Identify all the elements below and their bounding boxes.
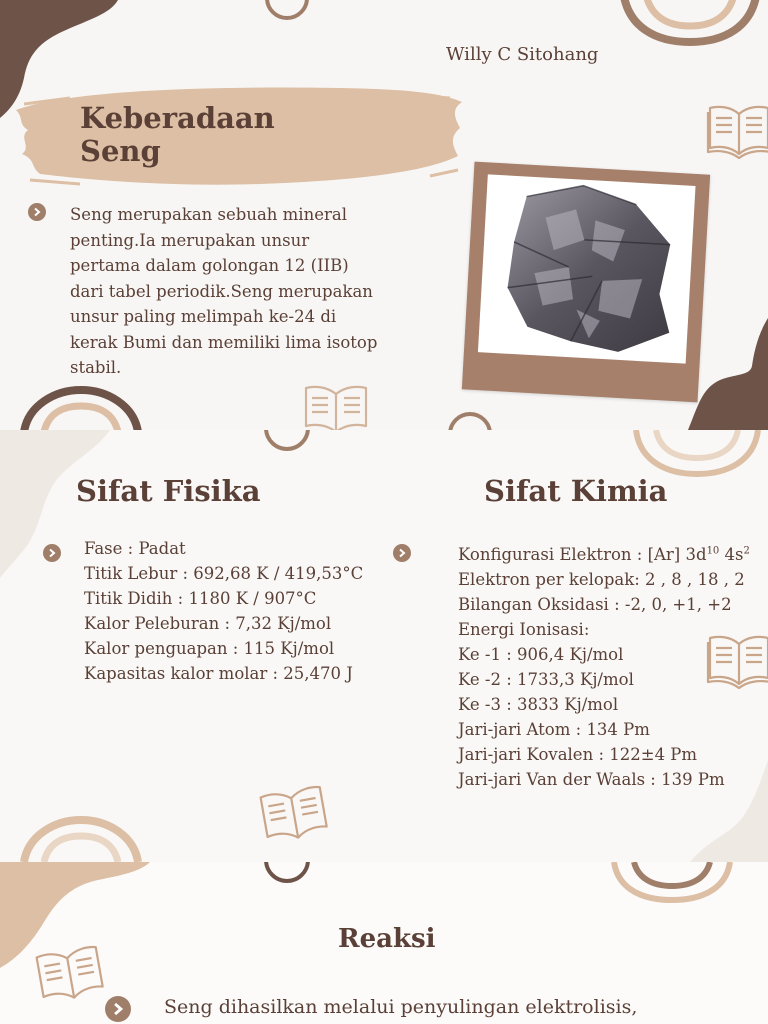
sifat-fisika-list (84, 536, 363, 686)
slide-sifat (0, 430, 768, 862)
bullet-icon (28, 203, 46, 221)
title-line-2: Seng (80, 134, 161, 168)
property-line: Elektron per kelopak: 2 , 8 , 18 , 2 (458, 570, 745, 589)
ring-icon (262, 430, 312, 456)
description-line: dari tabel periodik.Seng merupakan (70, 281, 373, 301)
property-line: Kapasitas kalor molar : 25,470 J (84, 664, 353, 683)
book-icon (706, 628, 768, 690)
book-icon (34, 942, 106, 1006)
property-line: Kalor Peleburan : 7,32 Kj/mol (84, 614, 332, 633)
bullet-icon (105, 996, 131, 1022)
book-icon (300, 380, 372, 430)
property-line: Ke -2 : 1733,3 Kj/mol (458, 670, 634, 689)
property-line: Ke -3 : 3833 Kj/mol (458, 695, 619, 714)
zinc-mineral-icon (478, 174, 696, 363)
property-line: Jari-jari Van der Waals : 139 Pm (458, 770, 725, 789)
ring-icon (262, 862, 312, 888)
property-line: Jari-jari Atom : 134 Pm (458, 720, 650, 739)
reaksi-text: Seng dihasilkan melalui penyulingan elektrolisis, (164, 996, 638, 1018)
reaksi-title: Reaksi (338, 924, 436, 954)
arch-icon (18, 814, 144, 862)
page-title (80, 102, 275, 168)
blob-shape (668, 318, 768, 430)
description-line: unsur paling melimpah ke-24 di (70, 307, 337, 326)
property-line: Kalor penguapan : 115 Kj/mol (84, 639, 335, 658)
description-text (70, 202, 377, 381)
config-text: Konfigurasi Elektron : [Ar] 3d (458, 545, 707, 564)
ring-icon (262, 0, 312, 24)
description-line: Seng merupakan sebuah mineral (70, 205, 347, 224)
property-line: Ke -1 : 906,4 Kj/mol (458, 645, 624, 664)
bullet-icon (393, 544, 411, 562)
sifat-fisika-title: Sifat Fisika (76, 474, 261, 508)
config-superscript: 10 (706, 545, 720, 557)
arch-icon (615, 0, 765, 48)
electron-config-line (458, 542, 750, 567)
description-line: pertama dalam golongan 12 (IIB) (70, 256, 349, 275)
slide-keberadaan-seng (0, 0, 768, 430)
property-line: Fase : Padat (84, 539, 186, 558)
ring-icon (446, 410, 494, 430)
config-superscript: 2 (743, 545, 750, 557)
property-line: Jari-jari Kovalen : 122±4 Pm (458, 745, 698, 764)
property-line: Titik Didih : 1180 K / 907°C (84, 589, 317, 608)
sifat-kimia-title: Sifat Kimia (484, 474, 668, 508)
zinc-photo (478, 174, 696, 363)
arch-icon (630, 430, 765, 480)
arch-icon (608, 862, 736, 906)
description-line: kerak Bumi dan memiliki lima isotop (70, 332, 378, 352)
description-line: stabil. (70, 358, 122, 377)
slide-reaksi (0, 862, 768, 1024)
book-icon (706, 98, 768, 160)
property-line: Bilangan Oksidasi : -2, 0, +1, +2 (458, 595, 732, 614)
description-line: penting.Ia merupakan unsur (70, 230, 310, 250)
property-line: Titik Lebur : 692,68 K / 419,53°C (84, 564, 364, 583)
blob-shape (690, 760, 768, 862)
bullet-icon (43, 544, 61, 562)
book-icon (258, 782, 330, 846)
config-text: 4s (719, 545, 744, 564)
title-line-1: Keberadaan (80, 101, 275, 135)
arch-icon (18, 384, 144, 430)
property-line: Energi Ionisasi: (458, 620, 590, 639)
author-name: Willy C Sitohang (446, 44, 599, 65)
